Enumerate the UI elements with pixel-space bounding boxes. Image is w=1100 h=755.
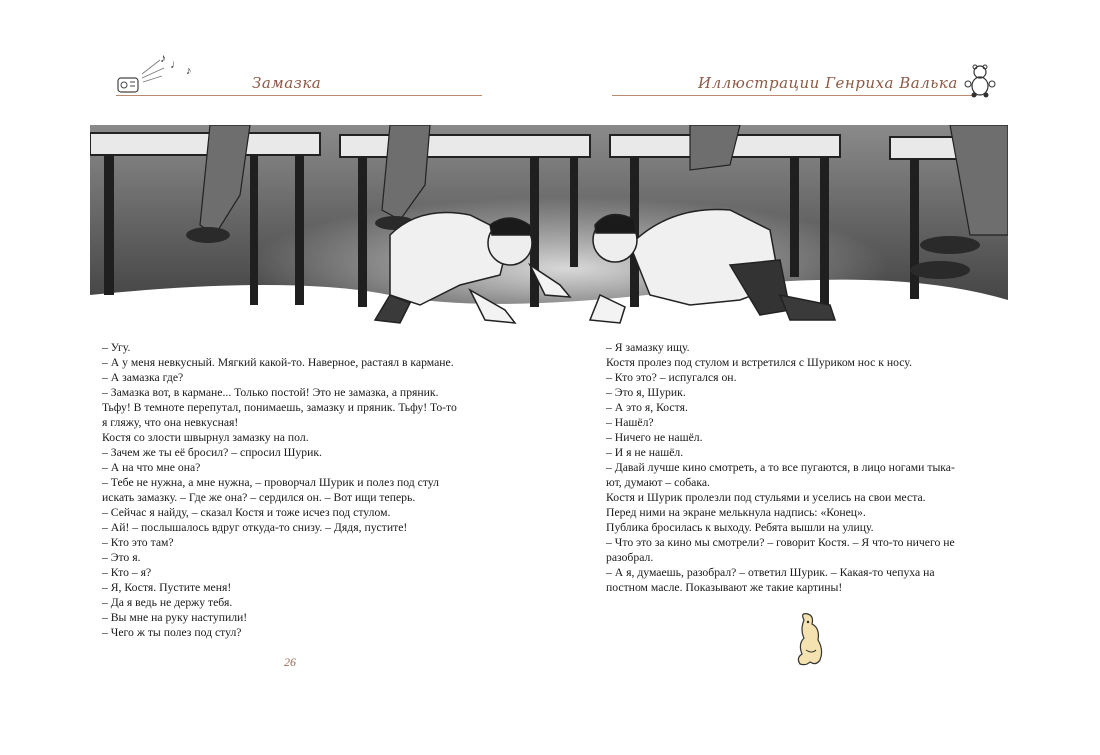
right-text-column xyxy=(606,340,1011,595)
chapter-title: Замазка xyxy=(246,74,327,92)
text-line: – И я не нашёл. xyxy=(606,446,684,459)
text-line: – Кто – я? xyxy=(102,566,152,579)
teddy-bear-icon xyxy=(960,62,1000,98)
text-line: ют, думают – собака. xyxy=(606,476,710,489)
header-left-rule xyxy=(116,95,482,96)
text-line: разобрал. xyxy=(606,551,654,564)
svg-text:♪: ♪ xyxy=(160,51,166,65)
text-line: – Вы мне на руку наступили! xyxy=(102,611,248,624)
text-line: – А замазка где? xyxy=(102,371,184,384)
text-line: – Чего ж ты полез под стул? xyxy=(102,626,242,639)
text-line: – Угу. xyxy=(102,341,131,354)
svg-text:♩: ♩ xyxy=(170,57,182,71)
text-line: искать замазку. – Где же она? – сердился он. – Вот ищи теперь. xyxy=(102,491,416,504)
children-under-chairs-illustration xyxy=(90,125,1008,330)
illustration xyxy=(90,125,1008,330)
text-line: – Кто это? – испугался он. xyxy=(606,371,737,384)
page-number: 26 xyxy=(284,655,296,669)
text-line: Костя со злости швырнул замазку на пол. xyxy=(102,431,309,444)
text-line: – Ничего не нашёл. xyxy=(606,431,703,444)
illustrator-credit: Иллюстрации Генриха Валька xyxy=(692,74,964,92)
text-line: – Я замазку ищу. xyxy=(606,341,690,354)
text-line: – А это я, Костя. xyxy=(606,401,688,414)
header-right xyxy=(612,74,1007,104)
header-right-rule xyxy=(612,95,977,96)
text-line: – Давай лучше кино смотреть, а то все пугаются, в лицо ногами тыка- xyxy=(606,461,955,474)
text-line: – Нашёл? xyxy=(606,416,654,429)
header-left xyxy=(96,74,482,104)
text-line: – Замазка вот, в кармане... Только постой! Это не замазка, а пряник. xyxy=(102,386,439,399)
text-line: я гляжу, что она невкусная! xyxy=(102,416,239,429)
text-line: Костя пролез под стулом и встретился с Шуриком нос к носу. xyxy=(606,356,912,369)
text-line: – Зачем же ты её бросил? – спросил Шурик. xyxy=(102,446,322,459)
text-line: – Кто это там? xyxy=(102,536,174,549)
text-line: – Сейчас я найду, – сказал Костя и тоже исчез под стулом. xyxy=(102,506,391,519)
text-line: – Что это за кино мы смотрели? – говорит Костя. – Я что-то ничего не xyxy=(606,536,955,549)
text-line: Костя и Шурик пролезли под стульями и уселись на свои места. xyxy=(606,491,926,504)
toy-dog-icon xyxy=(790,610,830,670)
text-line: постном масле. Показывают же такие картины! xyxy=(606,581,843,594)
text-line: – А я, думаешь, разобрал? – ответил Шурик. – Какая-то чепуха на xyxy=(606,566,935,579)
text-line: – А у меня невкусный. Мягкий какой-то. Наверное, растаял в кармане. xyxy=(102,356,454,369)
text-line: – Это я. xyxy=(102,551,141,564)
text-line: – Да я ведь не держу тебя. xyxy=(102,596,233,609)
text-line: – Я, Костя. Пустите меня! xyxy=(102,581,232,594)
text-line: Публика бросилась к выходу. Ребята вышли на улицу. xyxy=(606,521,874,534)
text-line: – А на что мне она? xyxy=(102,461,201,474)
svg-text:♪: ♪ xyxy=(186,65,192,77)
text-line: Перед ними на экране мелькнула надпись: «Конец». xyxy=(606,506,866,519)
text-line: – Ай! – послышалось вдруг откуда-то снизу. – Дядя, пустите! xyxy=(102,521,408,534)
left-text-column xyxy=(102,340,495,640)
text-line: Тьфу! В темноте перепутал, понимаешь, замазку и пряник. Тьфу! То-то xyxy=(102,401,457,414)
text-line: – Это я, Шурик. xyxy=(606,386,686,399)
text-line: – Тебе не нужна, а мне нужна, – проворчал Шурик и полез под стул xyxy=(102,476,439,489)
